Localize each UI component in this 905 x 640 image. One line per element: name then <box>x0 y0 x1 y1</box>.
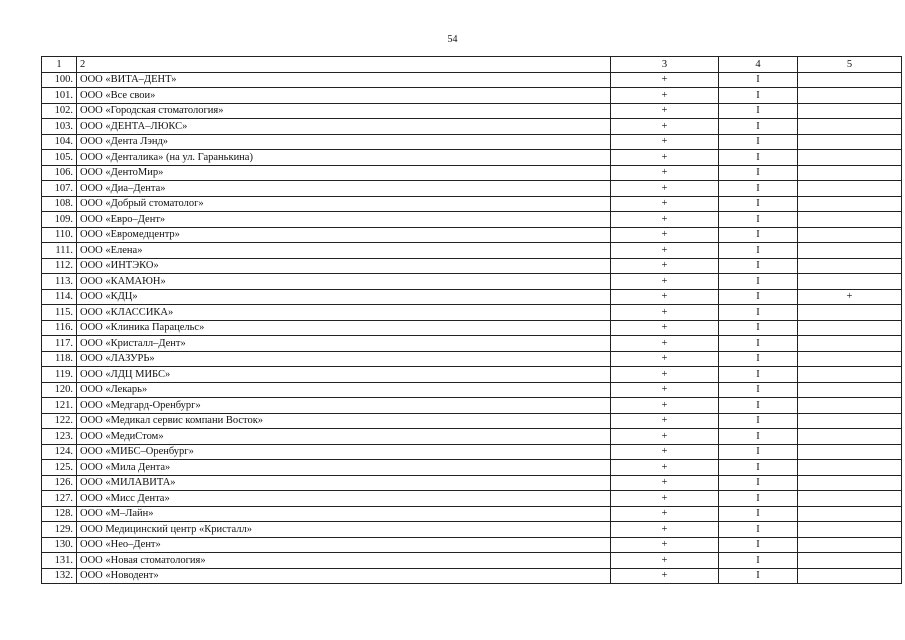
row-number: 132. <box>42 568 77 584</box>
col3-mark: + <box>611 491 719 507</box>
row-number: 111. <box>42 243 77 259</box>
col5-mark: + <box>798 289 902 305</box>
organization-name: ООО «Медикал сервис компани Восток» <box>77 413 611 429</box>
table-row <box>42 150 902 166</box>
col3-mark: + <box>611 88 719 104</box>
col5-mark <box>798 305 902 321</box>
col4-mark: I <box>719 413 798 429</box>
table-row <box>42 568 902 584</box>
organization-name: ООО «Городская стоматология» <box>77 103 611 119</box>
col4-mark: I <box>719 537 798 553</box>
col4-mark: I <box>719 382 798 398</box>
col4-mark: I <box>719 227 798 243</box>
col3-mark: + <box>611 103 719 119</box>
col3-mark: + <box>611 537 719 553</box>
header-cell-4: 4 <box>719 57 798 73</box>
col5-mark <box>798 491 902 507</box>
table-row <box>42 258 902 274</box>
col3-mark: + <box>611 351 719 367</box>
col3-mark: + <box>611 274 719 290</box>
table-row <box>42 289 902 305</box>
row-number: 109. <box>42 212 77 228</box>
organization-name: ООО «Кристалл–Дент» <box>77 336 611 352</box>
col5-mark <box>798 134 902 150</box>
row-number: 117. <box>42 336 77 352</box>
organization-name: ООО «Мила Дента» <box>77 460 611 476</box>
table-row <box>42 553 902 569</box>
col3-mark: + <box>611 243 719 259</box>
row-number: 129. <box>42 522 77 538</box>
organization-name: ООО «МИЛАВИТА» <box>77 475 611 491</box>
row-number: 114. <box>42 289 77 305</box>
col3-mark: + <box>611 506 719 522</box>
col4-mark: I <box>719 305 798 321</box>
col3-mark: + <box>611 413 719 429</box>
col5-mark <box>798 119 902 135</box>
col3-mark: + <box>611 227 719 243</box>
col4-mark: I <box>719 196 798 212</box>
table-row <box>42 336 902 352</box>
row-number: 125. <box>42 460 77 476</box>
table-row <box>42 382 902 398</box>
header-cell-1: 1 <box>42 57 77 73</box>
header-row <box>42 57 902 73</box>
row-number: 126. <box>42 475 77 491</box>
col5-mark <box>798 398 902 414</box>
col3-mark: + <box>611 305 719 321</box>
col4-mark: I <box>719 336 798 352</box>
col3-mark: + <box>611 150 719 166</box>
table-row <box>42 444 902 460</box>
row-number: 120. <box>42 382 77 398</box>
col3-mark: + <box>611 429 719 445</box>
col4-mark: I <box>719 506 798 522</box>
table-row <box>42 181 902 197</box>
row-number: 121. <box>42 398 77 414</box>
organization-name: ООО «ДЕНТА–ЛЮКС» <box>77 119 611 135</box>
col4-mark: I <box>719 289 798 305</box>
col3-mark: + <box>611 320 719 336</box>
page-number: 54 <box>447 34 458 45</box>
table-row <box>42 351 902 367</box>
organization-name: ООО «Лекарь» <box>77 382 611 398</box>
row-number: 101. <box>42 88 77 104</box>
col3-mark: + <box>611 568 719 584</box>
col5-mark <box>798 88 902 104</box>
col4-mark: I <box>719 150 798 166</box>
col5-mark <box>798 444 902 460</box>
col4-mark: I <box>719 212 798 228</box>
col4-mark: I <box>719 134 798 150</box>
col5-mark <box>798 475 902 491</box>
col4-mark: I <box>719 103 798 119</box>
table-row <box>42 72 902 88</box>
col5-mark <box>798 367 902 383</box>
col5-mark <box>798 258 902 274</box>
row-number: 127. <box>42 491 77 507</box>
col5-mark <box>798 320 902 336</box>
table-row <box>42 491 902 507</box>
organization-name: ООО «Елена» <box>77 243 611 259</box>
col4-mark: I <box>719 243 798 259</box>
row-number: 103. <box>42 119 77 135</box>
row-number: 124. <box>42 444 77 460</box>
col5-mark <box>798 274 902 290</box>
col3-mark: + <box>611 119 719 135</box>
col5-mark <box>798 568 902 584</box>
col4-mark: I <box>719 258 798 274</box>
row-number: 110. <box>42 227 77 243</box>
col5-mark <box>798 150 902 166</box>
organization-name: ООО «ИНТЭКО» <box>77 258 611 274</box>
table-row <box>42 522 902 538</box>
col3-mark: + <box>611 258 719 274</box>
col3-mark: + <box>611 134 719 150</box>
col5-mark <box>798 413 902 429</box>
table-row <box>42 320 902 336</box>
table-row <box>42 134 902 150</box>
organization-name: ООО «Евро–Дент» <box>77 212 611 228</box>
table-row <box>42 429 902 445</box>
col5-mark <box>798 336 902 352</box>
row-number: 107. <box>42 181 77 197</box>
col4-mark: I <box>719 351 798 367</box>
organization-name: ООО «Клиника Парацельс» <box>77 320 611 336</box>
col4-mark: I <box>719 475 798 491</box>
col5-mark <box>798 460 902 476</box>
col4-mark: I <box>719 429 798 445</box>
header-cell-2: 2 <box>77 57 611 73</box>
organization-name: ООО «Денталика» (на ул. Гаранькина) <box>77 150 611 166</box>
row-number: 119. <box>42 367 77 383</box>
organization-name: ООО «ВИТА–ДЕНТ» <box>77 72 611 88</box>
col3-mark: + <box>611 289 719 305</box>
table-row <box>42 367 902 383</box>
row-number: 106. <box>42 165 77 181</box>
col5-mark <box>798 72 902 88</box>
organization-name: ООО «КАМАЮН» <box>77 274 611 290</box>
col5-mark <box>798 537 902 553</box>
col4-mark: I <box>719 88 798 104</box>
col5-mark <box>798 212 902 228</box>
row-number: 104. <box>42 134 77 150</box>
col3-mark: + <box>611 72 719 88</box>
col3-mark: + <box>611 196 719 212</box>
row-number: 108. <box>42 196 77 212</box>
col5-mark <box>798 196 902 212</box>
table-row <box>42 460 902 476</box>
col5-mark <box>798 553 902 569</box>
col3-mark: + <box>611 165 719 181</box>
table-row <box>42 475 902 491</box>
organization-name: ООО «МИБС–Оренбург» <box>77 444 611 460</box>
col3-mark: + <box>611 398 719 414</box>
organization-name: ООО Медицинский центр «Кристалл» <box>77 522 611 538</box>
table-row <box>42 274 902 290</box>
col4-mark: I <box>719 522 798 538</box>
table-row <box>42 305 902 321</box>
header-cell-3: 3 <box>611 57 719 73</box>
col4-mark: I <box>719 165 798 181</box>
row-number: 105. <box>42 150 77 166</box>
col3-mark: + <box>611 444 719 460</box>
organization-name: ООО «ЛДЦ МИБС» <box>77 367 611 383</box>
table-row <box>42 165 902 181</box>
row-number: 118. <box>42 351 77 367</box>
table-body <box>42 72 902 584</box>
organization-name: ООО «Новая стоматология» <box>77 553 611 569</box>
registry-table <box>41 56 902 584</box>
table-row <box>42 537 902 553</box>
col4-mark: I <box>719 367 798 383</box>
col3-mark: + <box>611 181 719 197</box>
table-row <box>42 506 902 522</box>
col5-mark <box>798 522 902 538</box>
table-row <box>42 88 902 104</box>
organization-name: ООО «КЛАССИКА» <box>77 305 611 321</box>
col4-mark: I <box>719 274 798 290</box>
row-number: 123. <box>42 429 77 445</box>
table-row <box>42 227 902 243</box>
col5-mark <box>798 227 902 243</box>
col3-mark: + <box>611 212 719 228</box>
col3-mark: + <box>611 367 719 383</box>
col4-mark: I <box>719 460 798 476</box>
col3-mark: + <box>611 382 719 398</box>
table-row <box>42 413 902 429</box>
col3-mark: + <box>611 475 719 491</box>
col3-mark: + <box>611 522 719 538</box>
row-number: 128. <box>42 506 77 522</box>
table-row <box>42 103 902 119</box>
col3-mark: + <box>611 336 719 352</box>
organization-name: ООО «Нео–Дент» <box>77 537 611 553</box>
col5-mark <box>798 506 902 522</box>
col5-mark <box>798 103 902 119</box>
table-row <box>42 119 902 135</box>
col4-mark: I <box>719 568 798 584</box>
organization-name: ООО «Дента Лэнд» <box>77 134 611 150</box>
organization-name: ООО «КДЦ» <box>77 289 611 305</box>
col5-mark <box>798 429 902 445</box>
organization-name: ООО «ДентоМир» <box>77 165 611 181</box>
row-number: 115. <box>42 305 77 321</box>
header-cell-5: 5 <box>798 57 902 73</box>
col4-mark: I <box>719 119 798 135</box>
col5-mark <box>798 165 902 181</box>
col4-mark: I <box>719 444 798 460</box>
row-number: 116. <box>42 320 77 336</box>
organization-name: ООО «Все свои» <box>77 88 611 104</box>
col4-mark: I <box>719 72 798 88</box>
col3-mark: + <box>611 460 719 476</box>
organization-name: ООО «Медгард-Оренбург» <box>77 398 611 414</box>
col5-mark <box>798 382 902 398</box>
row-number: 102. <box>42 103 77 119</box>
organization-name: ООО «Евромедцентр» <box>77 227 611 243</box>
row-number: 112. <box>42 258 77 274</box>
table-header <box>42 57 902 73</box>
organization-name: ООО «МедиСтом» <box>77 429 611 445</box>
col4-mark: I <box>719 491 798 507</box>
col4-mark: I <box>719 320 798 336</box>
col5-mark <box>798 351 902 367</box>
organization-name: ООО «Новодент» <box>77 568 611 584</box>
table-row <box>42 196 902 212</box>
row-number: 122. <box>42 413 77 429</box>
row-number: 113. <box>42 274 77 290</box>
row-number: 100. <box>42 72 77 88</box>
col4-mark: I <box>719 181 798 197</box>
col5-mark <box>798 181 902 197</box>
col3-mark: + <box>611 553 719 569</box>
row-number: 131. <box>42 553 77 569</box>
organization-name: ООО «Мисс Дента» <box>77 491 611 507</box>
table-row <box>42 398 902 414</box>
organization-name: ООО «М–Лайн» <box>77 506 611 522</box>
organization-name: ООО «ЛАЗУРЬ» <box>77 351 611 367</box>
table-row <box>42 212 902 228</box>
organization-name: ООО «Диа–Дента» <box>77 181 611 197</box>
col4-mark: I <box>719 398 798 414</box>
organization-name: ООО «Добрый стоматолог» <box>77 196 611 212</box>
col4-mark: I <box>719 553 798 569</box>
table-row <box>42 243 902 259</box>
row-number: 130. <box>42 537 77 553</box>
col5-mark <box>798 243 902 259</box>
